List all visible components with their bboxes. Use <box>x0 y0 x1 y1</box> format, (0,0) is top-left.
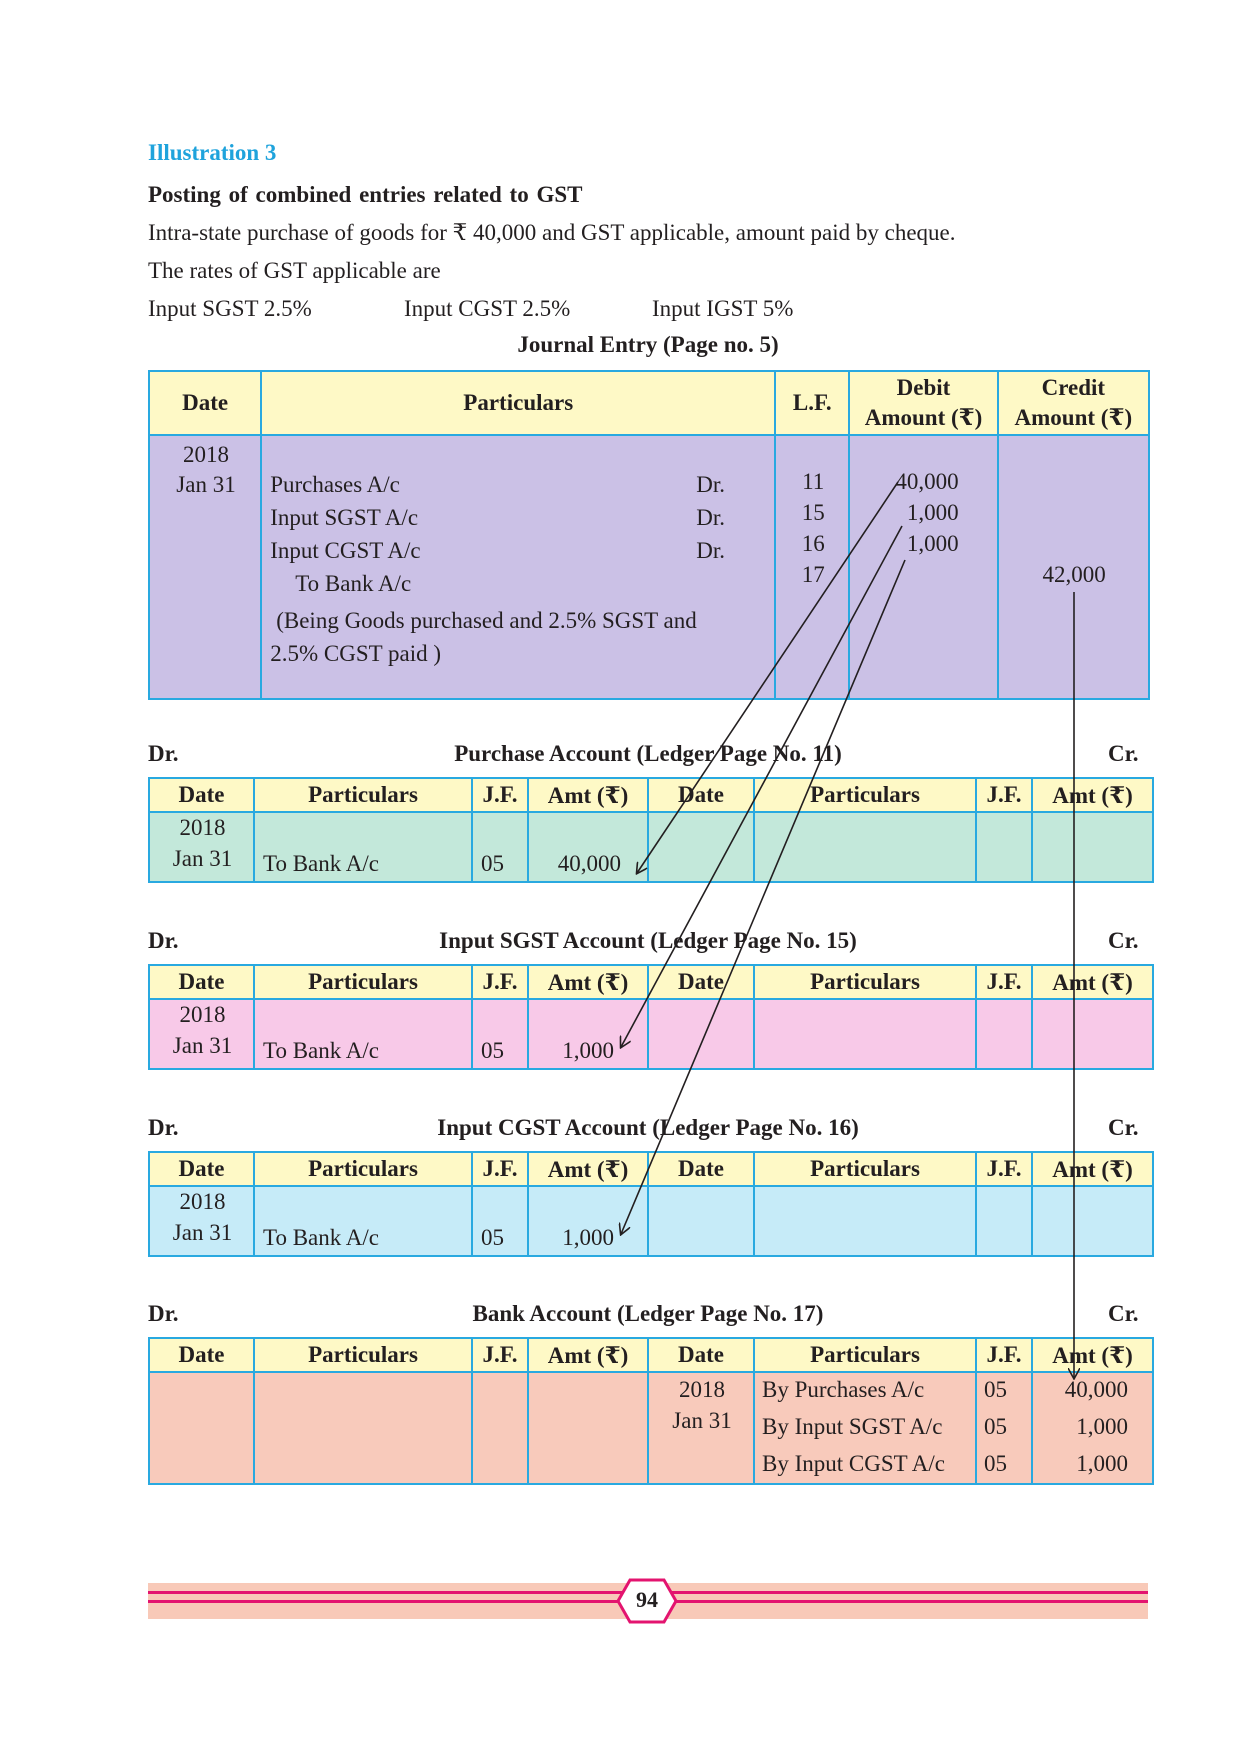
ledger-header-date: Date <box>648 1152 754 1186</box>
ledger-amt: 1,000 <box>562 1225 614 1250</box>
journal-title: Journal Entry (Page no. 5) <box>517 332 779 357</box>
cr-label: Cr. <box>1108 1115 1139 1140</box>
ledger-day: Jan 31 <box>172 846 233 871</box>
ledger-year: 2018 <box>179 1002 226 1027</box>
ledger-amt: 1,000 <box>562 1038 614 1063</box>
ledger-header-amt: Amt (₹) <box>1032 965 1153 999</box>
ledger-header-date: Date <box>149 1338 254 1372</box>
journal-day: Jan 31 <box>176 472 236 497</box>
ledger-header-date: Date <box>648 965 754 999</box>
ledger-amt: 1,000 <box>1076 1414 1128 1439</box>
ledger-header-jf: J.F. <box>472 1338 528 1372</box>
ledger-header-date: Date <box>149 778 254 812</box>
ledger-year: 2018 <box>679 1377 725 1402</box>
ledger-header-particulars: Particulars <box>754 1152 976 1186</box>
journal-debit: 40,000 <box>895 469 959 494</box>
ledger-header-particulars: Particulars <box>754 778 976 812</box>
ledger-jf: 05 <box>481 851 504 876</box>
ledger-header-jf: J.F. <box>472 1152 528 1186</box>
arrow-sgst <box>621 526 902 1047</box>
ledger-jf: 05 <box>984 1377 1007 1402</box>
ledger-particulars: To Bank A/c <box>263 1038 379 1063</box>
ledger-header-amt: Amt (₹) <box>528 778 648 812</box>
ledger-header-particulars: Particulars <box>754 965 976 999</box>
ledger-particulars: By Input SGST A/c <box>762 1414 943 1439</box>
ledger-amt: 40,000 <box>557 851 621 876</box>
ledger-jf: 05 <box>984 1451 1007 1476</box>
ledger-header-date: Date <box>648 1338 754 1372</box>
journal-dr: Dr. <box>696 472 725 497</box>
journal-lf: 17 <box>801 562 825 587</box>
journal-dr: Dr. <box>696 538 725 563</box>
purchase-ledger-title: Purchase Account (Ledger Page No. 11) <box>454 741 842 766</box>
journal-account: Input CGST A/c <box>270 538 421 563</box>
dr-label: Dr. <box>148 741 179 766</box>
ledger-header-date: Date <box>149 1152 254 1186</box>
cr-label: Cr. <box>1108 1301 1139 1326</box>
ledger-header-jf: J.F. <box>976 778 1032 812</box>
ledger-header-date: Date <box>149 965 254 999</box>
journal-debit: 1,000 <box>906 531 959 556</box>
ledger-header-amt: Amt (₹) <box>528 1338 648 1372</box>
page-number: 94 <box>636 1587 658 1612</box>
intro-line-2: The rates of GST applicable are <box>148 258 441 283</box>
ledger-particulars: To Bank A/c <box>263 851 379 876</box>
ledger-header-jf: J.F. <box>976 965 1032 999</box>
journal-account: To Bank A/c <box>295 571 412 596</box>
ledger-year: 2018 <box>179 1189 226 1214</box>
ledger-header-date: Date <box>648 778 754 812</box>
ledger-day: Jan 31 <box>172 1033 233 1058</box>
bank-ledger-title: Bank Account (Ledger Page No. 17) <box>472 1301 824 1326</box>
ledger-header-particulars: Particulars <box>254 1338 472 1372</box>
arrow-cgst <box>621 560 905 1234</box>
journal-header-particulars: Particulars <box>261 371 775 435</box>
journal-narration: (Being Goods purchased and 2.5% SGST and <box>276 608 697 633</box>
ledger-header-particulars: Particulars <box>754 1338 976 1372</box>
ledger-header-amt: Amt (₹) <box>1032 1338 1153 1372</box>
ledger-day: Jan 31 <box>172 1220 233 1245</box>
cr-label: Cr. <box>1108 741 1139 766</box>
intro-line-1: Intra-state purchase of goods for ₹ 40,000 and GST applicable, amount paid by cheque. <box>148 220 956 245</box>
journal-lf: 16 <box>801 531 825 556</box>
ledger-year: 2018 <box>179 815 226 840</box>
sgst-ledger-title: Input SGST Account (Ledger Page No. 15) <box>439 928 857 953</box>
ledger-amt: 1,000 <box>1076 1451 1128 1476</box>
cr-label: Cr. <box>1108 928 1139 953</box>
rate-igst: Input IGST 5% <box>652 296 794 321</box>
ledger-header-particulars: Particulars <box>254 965 472 999</box>
illustration-title: Illustration 3 <box>148 140 277 165</box>
journal-lf: 15 <box>801 500 825 525</box>
dr-label: Dr. <box>148 928 179 953</box>
ledger-header-amt: Amt (₹) <box>528 1152 648 1186</box>
ledger-jf: 05 <box>481 1225 504 1250</box>
ledger-header-amt: Amt (₹) <box>528 965 648 999</box>
ledger-jf: 05 <box>481 1038 504 1063</box>
journal-header-date: Date <box>149 371 261 435</box>
rate-sgst: Input SGST 2.5% <box>148 296 312 321</box>
journal-header-debit: Debit Amount (₹) <box>849 371 997 435</box>
ledger-particulars: To Bank A/c <box>263 1225 379 1250</box>
ledger-header-particulars: Particulars <box>254 778 472 812</box>
ledger-header-amt: Amt (₹) <box>1032 778 1153 812</box>
journal-narration: 2.5% CGST paid ) <box>270 641 442 666</box>
ledger-header-amt: Amt (₹) <box>1032 1152 1153 1186</box>
ledger-header-jf: J.F. <box>976 1338 1032 1372</box>
arrow-purchases <box>637 482 898 873</box>
ledger-day: Jan 31 <box>672 1408 732 1433</box>
rate-cgst: Input CGST 2.5% <box>404 296 571 321</box>
journal-account: Purchases A/c <box>270 472 400 497</box>
ledger-amt: 40,000 <box>1064 1377 1128 1402</box>
ledger-header-jf: J.F. <box>472 965 528 999</box>
ledger-header-jf: J.F. <box>472 778 528 812</box>
cgst-ledger-title: Input CGST Account (Ledger Page No. 16) <box>437 1115 859 1140</box>
journal-debit: 1,000 <box>906 500 959 525</box>
ledger-header-particulars: Particulars <box>254 1152 472 1186</box>
journal-dr: Dr. <box>696 505 725 530</box>
ledger-particulars: By Input CGST A/c <box>762 1451 945 1476</box>
ledger-header-jf: J.F. <box>976 1152 1032 1186</box>
ledger-particulars: By Purchases A/c <box>762 1377 925 1402</box>
journal-year: 2018 <box>183 442 229 467</box>
journal-header-lf: L.F. <box>775 371 849 435</box>
dr-label: Dr. <box>148 1115 179 1140</box>
journal-account: Input SGST A/c <box>270 505 419 530</box>
dr-label: Dr. <box>148 1301 179 1326</box>
ledger-jf: 05 <box>984 1414 1007 1439</box>
section-heading: Posting of combined entries related to GST <box>148 182 583 207</box>
journal-credit: 42,000 <box>1042 562 1106 587</box>
journal-lf: 11 <box>802 469 825 494</box>
journal-header-credit: Credit Amount (₹) <box>998 371 1149 435</box>
